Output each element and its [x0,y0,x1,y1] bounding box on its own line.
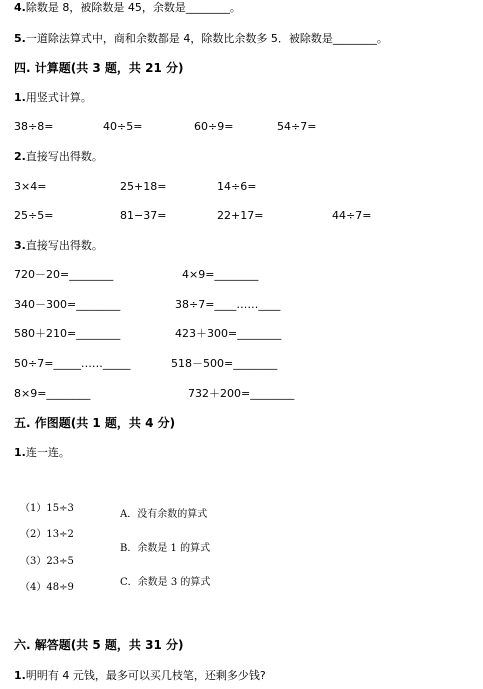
calc-3-item: 720－20=________ [14,268,114,281]
calc-3-item: 8×9=________ [14,387,91,400]
question-5 [14,32,388,46]
section-title-word-problems: 六. 解答题(共 5 题，共 31 分) [14,638,184,652]
question-number: 1. [14,91,26,104]
calc-question-2 [14,150,103,164]
calc-3-item: 423＋300=________ [175,327,282,340]
calc-2-item: 44÷7= [332,209,372,222]
calc-3-item: 518－500=________ [171,357,278,370]
calc-2-item: 22+17= [217,209,264,222]
question-text: 直接写出得数。 [25,239,103,252]
calc-1-item: 54÷7= [277,120,317,133]
calc-1-item: 60÷9= [194,120,234,133]
match-left-item: （4）48÷9 [20,582,74,593]
calc-3-item: 580＋210=________ [14,327,121,340]
calc-2-item: 81−37= [120,209,167,222]
match-left-item: （3）23÷5 [20,556,74,567]
question-number: 5. [14,32,26,45]
match-right-item: C．余数是 3 的算式 [120,577,211,588]
calc-2-item: 25÷5= [14,209,54,222]
question-text: 用竖式计算。 [25,91,92,104]
calc-3-item: 38÷7=____……____ [175,298,281,311]
question-number: 1. [14,669,26,682]
question-number: 1. [14,446,26,459]
calc-3-item: 340－300=________ [14,298,121,311]
section-title-calculation: 四. 计算题(共 3 题，共 21 分) [14,61,184,75]
question-text: 直接写出得数。 [25,150,103,163]
calc-3-item: 50÷7=_____……_____ [14,357,131,370]
question-number: 2. [14,150,26,163]
word-problem-1 [14,669,266,683]
match-right-item: B．余数是 1 的算式 [120,543,211,554]
question-4 [14,1,241,15]
calc-2-item: 25+18= [120,180,167,193]
section-title-drawing: 五. 作图题(共 1 题，共 4 分) [14,416,176,430]
question-text: 连一连。 [25,446,70,459]
question-number: 3. [14,239,26,252]
match-left-item: （2）13÷2 [20,529,74,540]
question-text: 除数是 8，被除数是 45，余数是________。 [25,1,241,14]
calc-2-item: 3×4= [14,180,47,193]
question-text: 明明有 4 元钱，最多可以买几枝笔，还剩多少钱? [25,669,266,682]
match-right-item: A．没有余数的算式 [120,509,208,520]
drawing-question-1 [14,446,70,460]
calc-2-item: 14÷6= [217,180,257,193]
calc-question-1 [14,91,92,105]
calc-3-item: 4×9=________ [182,268,259,281]
calc-1-item: 38÷8= [14,120,54,133]
question-number: 4. [14,1,26,14]
calc-1-item: 40÷5= [103,120,143,133]
calc-3-item: 732＋200=________ [188,387,295,400]
match-left-item: （1）15÷3 [20,503,74,514]
calc-question-3 [14,239,103,253]
question-text: 一道除法算式中，商和余数都是 4，除数比余数多 5．被除数是________。 [25,32,388,45]
